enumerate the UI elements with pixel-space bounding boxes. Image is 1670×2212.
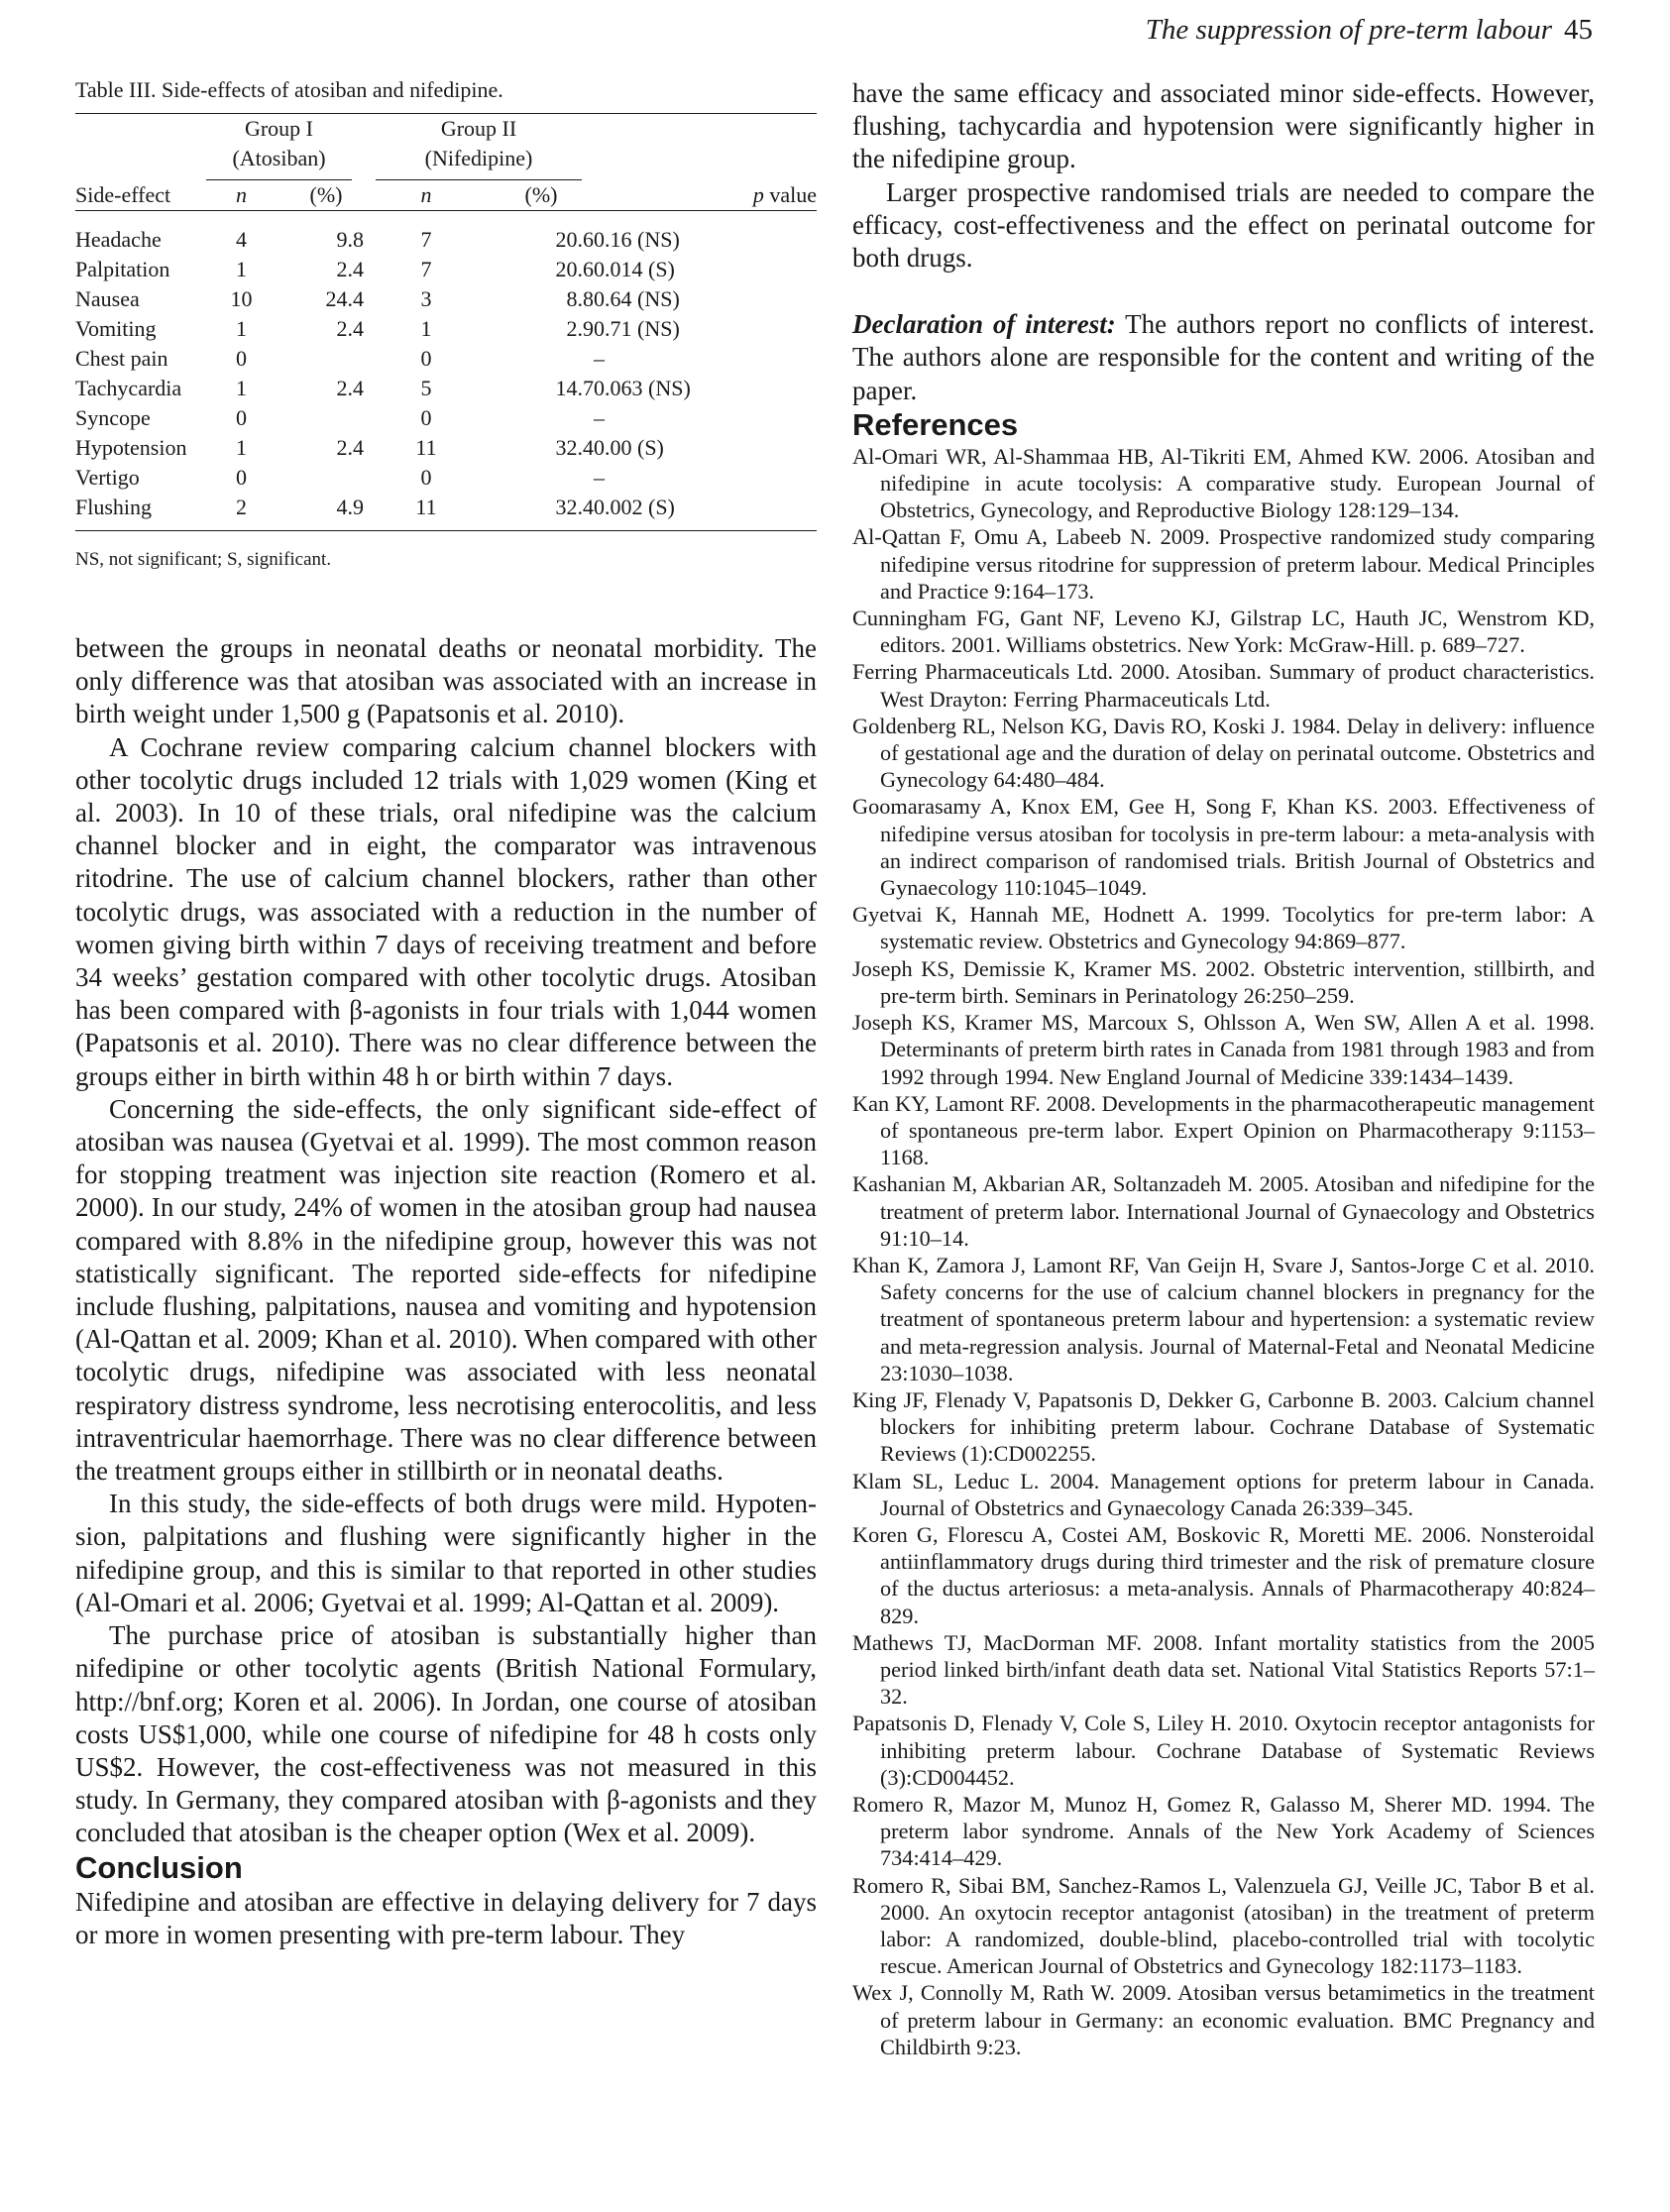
group-2-header bbox=[364, 114, 594, 180]
cell-n-group-1: 10 bbox=[230, 286, 253, 311]
cell-pct-group-1: 2.4 bbox=[336, 316, 364, 341]
cell-n-group-2: 5 bbox=[420, 376, 432, 400]
cell-pct-group-1: 2.4 bbox=[336, 376, 364, 400]
cell-side-effect: Chest pain bbox=[75, 346, 168, 371]
table-block bbox=[75, 77, 817, 571]
reference-item: Romero R, Sibai BM, Sanchez-Ramos L, Valenzuela GJ, Veille JC, Tabor B et al. 2000. An oxytocin receptor antagonist (atosiban) in the treatment of preterm labor: A randomized, double-blind, placebo-controlled trial with tocolytic rescue. American Journal of Obstetrics and Gynecology 182:1173–1183. bbox=[852, 1872, 1595, 1979]
group-1-name: Group I bbox=[244, 116, 314, 141]
reference-item: Klam SL, Leduc L. 2004. Management options for preterm labour in Canada. Journal of Obstetrics and Gynaecology Canada 26:339–345. bbox=[852, 1468, 1595, 1520]
group-1-header bbox=[194, 114, 364, 180]
cell-pct-group-2: 20.6 bbox=[555, 227, 594, 252]
reference-item: Al-Qattan F, Omu A, Labeeb N. 2009. Prospective randomized study comparing nifedipine versus ritodrine for suppression of preterm labour. Medical Principles and Practice 9:164–173. bbox=[852, 524, 1595, 604]
reference-item: Joseph KS, Demissie K, Kramer MS. 2002. Obstetric intervention, stillbirth, and pre-term birth. Seminars in Perinatology 26:250–259. bbox=[852, 955, 1595, 1008]
col-header-pct-1: (%) bbox=[288, 180, 364, 211]
side-effects-table bbox=[75, 113, 817, 531]
cell-n-group-1: 0 bbox=[236, 465, 247, 490]
cell-p-value: 0.002 (S) bbox=[594, 493, 817, 531]
paragraph: between the groups in neonatal deaths or neonatal morbidity. The only difference was that atosiban was associated with an increase in birth weight under 1,500 g (Papatsonis et al. 2010). bbox=[75, 633, 817, 729]
cell-p-value: – bbox=[594, 465, 605, 490]
section-heading-references: References bbox=[852, 406, 1019, 442]
declaration-text: The authors report no conflicts of interest. The authors alone are responsible for the content and writing of the paper. bbox=[852, 309, 1595, 405]
cell-side-effect: Nausea bbox=[75, 286, 140, 311]
cell-pct-group-1: 2.4 bbox=[336, 257, 364, 281]
reference-item: Kan KY, Lamont RF. 2008. Developments in the pharmacotherapeutic management of spontaneous pre-term labor. Expert Opinion on Pharmacotherapy 9:1153–1168. bbox=[852, 1090, 1595, 1170]
right-column bbox=[852, 77, 1595, 2060]
cell-side-effect: Hypotension bbox=[75, 435, 187, 460]
cell-pct-group-1: 24.4 bbox=[325, 286, 364, 311]
reference-item: Ferring Pharmaceuticals Ltd. 2000. Atosiban. Summary of product characteristics. West Drayton: Ferring Pharmaceuticals Ltd. bbox=[852, 659, 1595, 712]
group-1-sub: (Atosiban) bbox=[232, 146, 326, 170]
cell-n-group-2: 3 bbox=[420, 286, 432, 311]
reference-item: Mathews TJ, MacDorman MF. 2008. Infant mortality statistics from the 2005 period linked birth/infant death data set. National Vital Statistics Reports 57:1–32. bbox=[852, 1629, 1595, 1710]
cell-n-group-1: 0 bbox=[236, 405, 247, 430]
table-caption: Table III. Side-effects of atosiban and nifedipine. bbox=[75, 77, 503, 102]
table-row bbox=[75, 433, 817, 463]
cell-pct-group-1 bbox=[288, 463, 364, 493]
right-body-text bbox=[852, 77, 1595, 275]
paragraph: The purchase price of atosiban is substantially higher than nifedipine or other tocolytic agents (British National Formulary, http://bnf.org; Koren et al. 2006). In Jordan, one course of atosiban costs US$1,000, while one course of nifedipine for 48 h costs only US$2. However, the cost-effectiveness was not measured in this study. In Germany, they compared atosiban with β-agonists and they concluded that atosiban is the cheaper option (Wex et al. 2009). bbox=[75, 1620, 817, 1848]
cell-n-group-1: 2 bbox=[194, 493, 288, 531]
reference-item: Papatsonis D, Flenady V, Cole S, Liley H. 2010. Oxytocin receptor antagonists for inhibiting preterm labour. Cochrane Database of Systematic Reviews (3):CD004452. bbox=[852, 1711, 1595, 1790]
cell-pct-group-2: 2.9 bbox=[566, 316, 594, 341]
col-header-n-1: n bbox=[194, 180, 288, 211]
table-row bbox=[75, 374, 817, 403]
cell-n-group-2: 0 bbox=[420, 346, 432, 371]
conclusion-paragraph: Nifedipine and atosiban are effective in delaying delivery for 7 days or more in women presenting with pre-term labour. They bbox=[75, 1886, 817, 1949]
cell-n-group-2: 7 bbox=[420, 257, 432, 281]
group-header-row bbox=[75, 114, 817, 180]
reference-item: Wex J, Connolly M, Rath W. 2009. Atosiban versus betamimetics in the treatment of preterm labour in Germany: an economic evaluation. BMC Pregnancy and Childbirth 9:23. bbox=[852, 1980, 1595, 2059]
cell-pct-group-1: 4.9 bbox=[288, 493, 364, 531]
cell-side-effect: Vertigo bbox=[75, 465, 140, 490]
cell-p-value: 0.16 (NS) bbox=[594, 227, 680, 252]
reference-item: Gyetvai K, Hannah ME, Hodnett A. 1999. Tocolytics for pre-term labor: A systematic review. Obstetrics and Gynecology 94:869–877. bbox=[852, 902, 1595, 954]
running-head bbox=[1146, 14, 1593, 47]
cell-pct-group-2: 14.7 bbox=[555, 376, 594, 400]
table-footnote: NS, not significant; S, significant. bbox=[75, 549, 332, 570]
running-head-title: The suppression of pre-term labour bbox=[1145, 14, 1552, 46]
column-header-row bbox=[75, 180, 817, 211]
cell-n-group-1: 1 bbox=[236, 257, 247, 281]
cell-n-group-2: 11 bbox=[415, 435, 437, 460]
cell-n-group-2: 0 bbox=[420, 465, 432, 490]
paragraph: Concerning the side-effects, the only significant side-effect of atosiban was nausea (Gyetvai et al. 1999). The most common reason for stopping treatment was injection site reaction (Romero et al. 2000). In our study, 24% of women in the atosiban group had nausea compared with 8.8% in the nifedipine group, however this was not statistically significant. The reported side-effects for nifedipine include flushing, palpitations, nausea and vomiting and hypotension (Al-Qattan et al. 2009; Khan et al. 2010). When compared with other tocolytic drugs, nifedipine was associated with less neonatal respiratory distress syndrome, less necrotising enterocolitis, and less intraventricular haemorrhage. There was no clear difference between the treatment groups either in stillbirth or in neonatal deaths. bbox=[75, 1093, 817, 1487]
cell-n-group-2: 7 bbox=[420, 227, 432, 252]
cell-side-effect: Syncope bbox=[75, 405, 151, 430]
reference-item: Cunningham FG, Gant NF, Leveno KJ, Gilstrap LC, Hauth JC, Wenstrom KD, editors. 2001. Williams obstetrics. New York: McGraw-Hill. p. 689–727. bbox=[852, 606, 1595, 658]
reference-item: King JF, Flenady V, Papatsonis D, Dekker G, Carbonne B. 2003. Calcium channel blockers for inhibiting preterm labour. Cochrane Database of Systematic Reviews (1):CD002255. bbox=[852, 1386, 1595, 1467]
cell-p-value: – bbox=[594, 346, 605, 371]
cell-pct-group-2: 8.8 bbox=[566, 286, 594, 311]
cell-p-value: 0.00 (S) bbox=[594, 435, 664, 460]
cell-n-group-1: 4 bbox=[236, 227, 247, 252]
left-body-text bbox=[75, 632, 817, 1951]
page-number: 45 bbox=[1564, 14, 1593, 46]
reference-item: Al-Omari WR, Al-Shammaa HB, Al-Tikriti EM, Ahmed KW. 2006. Atosiban and nifedipine in acute tocolysis: A comparative study. European Journal of Obstetrics, Gynecology, and Reproductive Biology 128:129–134. bbox=[852, 443, 1595, 523]
reference-list bbox=[852, 443, 1595, 2060]
p-value-word: value bbox=[763, 182, 817, 207]
declaration-label: Declaration of interest: bbox=[852, 309, 1116, 340]
cell-side-effect: Palpitation bbox=[75, 257, 170, 281]
col-header-p-value bbox=[594, 180, 817, 211]
cell-n-group-2: 1 bbox=[420, 316, 432, 341]
col-header-n-2: n bbox=[364, 180, 489, 211]
declaration-of-interest bbox=[852, 308, 1595, 407]
table-row bbox=[75, 493, 817, 531]
cell-p-value: 0.014 (S) bbox=[594, 257, 675, 281]
table-row bbox=[75, 463, 817, 493]
cell-pct-group-2 bbox=[489, 403, 594, 433]
table-row bbox=[75, 314, 817, 344]
cell-n-group-1: 1 bbox=[236, 376, 247, 400]
col-header-side-effect: Side-effect bbox=[75, 180, 194, 211]
left-column bbox=[75, 77, 817, 1951]
cell-pct-group-1 bbox=[288, 403, 364, 433]
col-header-pct-2: (%) bbox=[489, 180, 594, 211]
reference-item: Koren G, Florescu A, Costei AM, Boskovic R, Moretti ME. 2006. Nonsteroidal antiinflammatory drugs during third trimester and the risk of premature closure of the ductus arteriosus: a meta-analysis. Annals of Pharmacotherapy 40:824–829. bbox=[852, 1521, 1595, 1628]
table-row bbox=[75, 403, 817, 433]
p-symbol: p bbox=[752, 182, 764, 207]
cell-pct-group-2 bbox=[489, 344, 594, 374]
reference-item: Khan K, Zamora J, Lamont RF, Van Geijn H, Svare J, Santos-Jorge C et al. 2010. Safety concerns for the use of calcium channel blockers in pregnancy for the treatment of spontaneous preterm labour and hypertension: a systematic review and meta-regression analysis. Journal of Maternal-Fetal and Neonatal Medicine 23:1030–1038. bbox=[852, 1252, 1595, 1385]
cell-side-effect: Tachycardia bbox=[75, 376, 182, 400]
table-row bbox=[75, 284, 817, 314]
cell-p-value: 0.64 (NS) bbox=[594, 286, 680, 311]
paragraph: A Cochrane review comparing calcium channel blockers with other tocolytic drugs included 12 trials with 1,029 women (King et al. 2003). In 10 of these trials, oral nifedipine was the calcium channel blocker and in eight, the comparator was intravenous ritodrine. The use of calcium channel blockers, rather than other tocolytic drugs, was associated with a reduction in the number of women giving birth within 7 days of receiving treatment and before 34 weeks’ gestation compared with other tocolytic drugs. Atosiban has been compared with β-agonists in four trials with 1,044 women (Papatsonis et al. 2010). There was no clear difference between the groups either in birth within 48 h or birth within 7 days. bbox=[75, 731, 817, 1091]
section-heading-conclusion: Conclusion bbox=[75, 1849, 243, 1885]
group-2-sub: (Nifedipine) bbox=[424, 146, 533, 170]
cell-n-group-1: 1 bbox=[236, 316, 247, 341]
cell-pct-group-1: 9.8 bbox=[336, 227, 364, 252]
cell-side-effect: Vomiting bbox=[75, 316, 157, 341]
cell-n-group-2: 11 bbox=[364, 493, 489, 531]
cell-n-group-1: 1 bbox=[236, 435, 247, 460]
cell-n-group-1: 0 bbox=[236, 346, 247, 371]
conclusion-paragraph-2: Larger prospective randomised trials are needed to compare the efficacy, cost-effectiveness and the effect on perinatal outcome for both drugs. bbox=[852, 176, 1595, 274]
cell-n-group-2: 0 bbox=[420, 405, 432, 430]
reference-item: Kashanian M, Akbarian AR, Soltanzadeh M. 2005. Atosiban and nifedipine for the treatment of preterm labor. International Journal of Gynaecology and Obstetrics 91:10–14. bbox=[852, 1171, 1595, 1251]
cell-side-effect: Flushing bbox=[75, 493, 194, 531]
cell-pct-group-2: 32.4 bbox=[489, 493, 594, 531]
reference-item: Goldenberg RL, Nelson KG, Davis RO, Koski J. 1984. Delay in delivery: influence of gestational age and the duration of delay on perinatal outcome. Obstetrics and Gynecology 64:480–484. bbox=[852, 713, 1595, 793]
cell-pct-group-1: 2.4 bbox=[336, 435, 364, 460]
cell-pct-group-1 bbox=[288, 344, 364, 374]
table-row bbox=[75, 255, 817, 284]
table-row bbox=[75, 344, 817, 374]
cell-pct-group-2: 20.6 bbox=[555, 257, 594, 281]
cell-side-effect: Headache bbox=[75, 227, 162, 252]
reference-item: Romero R, Mazor M, Munoz H, Gomez R, Galasso M, Sherer MD. 1994. The preterm labor syndrome. Annals of the New York Academy of Sciences 734:414–429. bbox=[852, 1791, 1595, 1871]
group-2-name: Group II bbox=[440, 116, 517, 141]
table-row bbox=[75, 225, 817, 255]
cell-pct-group-2 bbox=[489, 463, 594, 493]
conclusion-paragraph-continued: have the same efficacy and associated minor side-effects. However, flushing, tachycardia and hypotension were significantly higher in the nifedipine group. bbox=[852, 78, 1595, 174]
reference-item: Goomarasamy A, Knox EM, Gee H, Song F, Khan KS. 2003. Effectiveness of nifedipine versus atosiban for tocolysis in pre-term labour: a meta-analysis with an indirect comparison of randomised trials. British Journal of Obstetrics and Gynaecology 110:1045–1049. bbox=[852, 794, 1595, 901]
paragraph: In this study, the side-effects of both drugs were mild. Hypotension, palpitations and flushing were significantly higher in the nifedipine group, and this is similar to that reported in other studies (Al-Omari et al. 2006; Gyetvai et al. 1999; Al-Qattan et al. 2009). bbox=[75, 1489, 817, 1617]
cell-p-value: 0.71 (NS) bbox=[594, 316, 680, 341]
cell-pct-group-2: 32.4 bbox=[555, 435, 594, 460]
cell-p-value: 0.063 (NS) bbox=[594, 376, 691, 400]
reference-item: Joseph KS, Kramer MS, Marcoux S, Ohlsson A, Wen SW, Allen A et al. 1998. Determinants of preterm birth rates in Canada from 1981 through 1983 and from 1992 through 1994. New England Journal of Medicine 339:1434–1439. bbox=[852, 1010, 1595, 1089]
cell-p-value: – bbox=[594, 405, 605, 430]
